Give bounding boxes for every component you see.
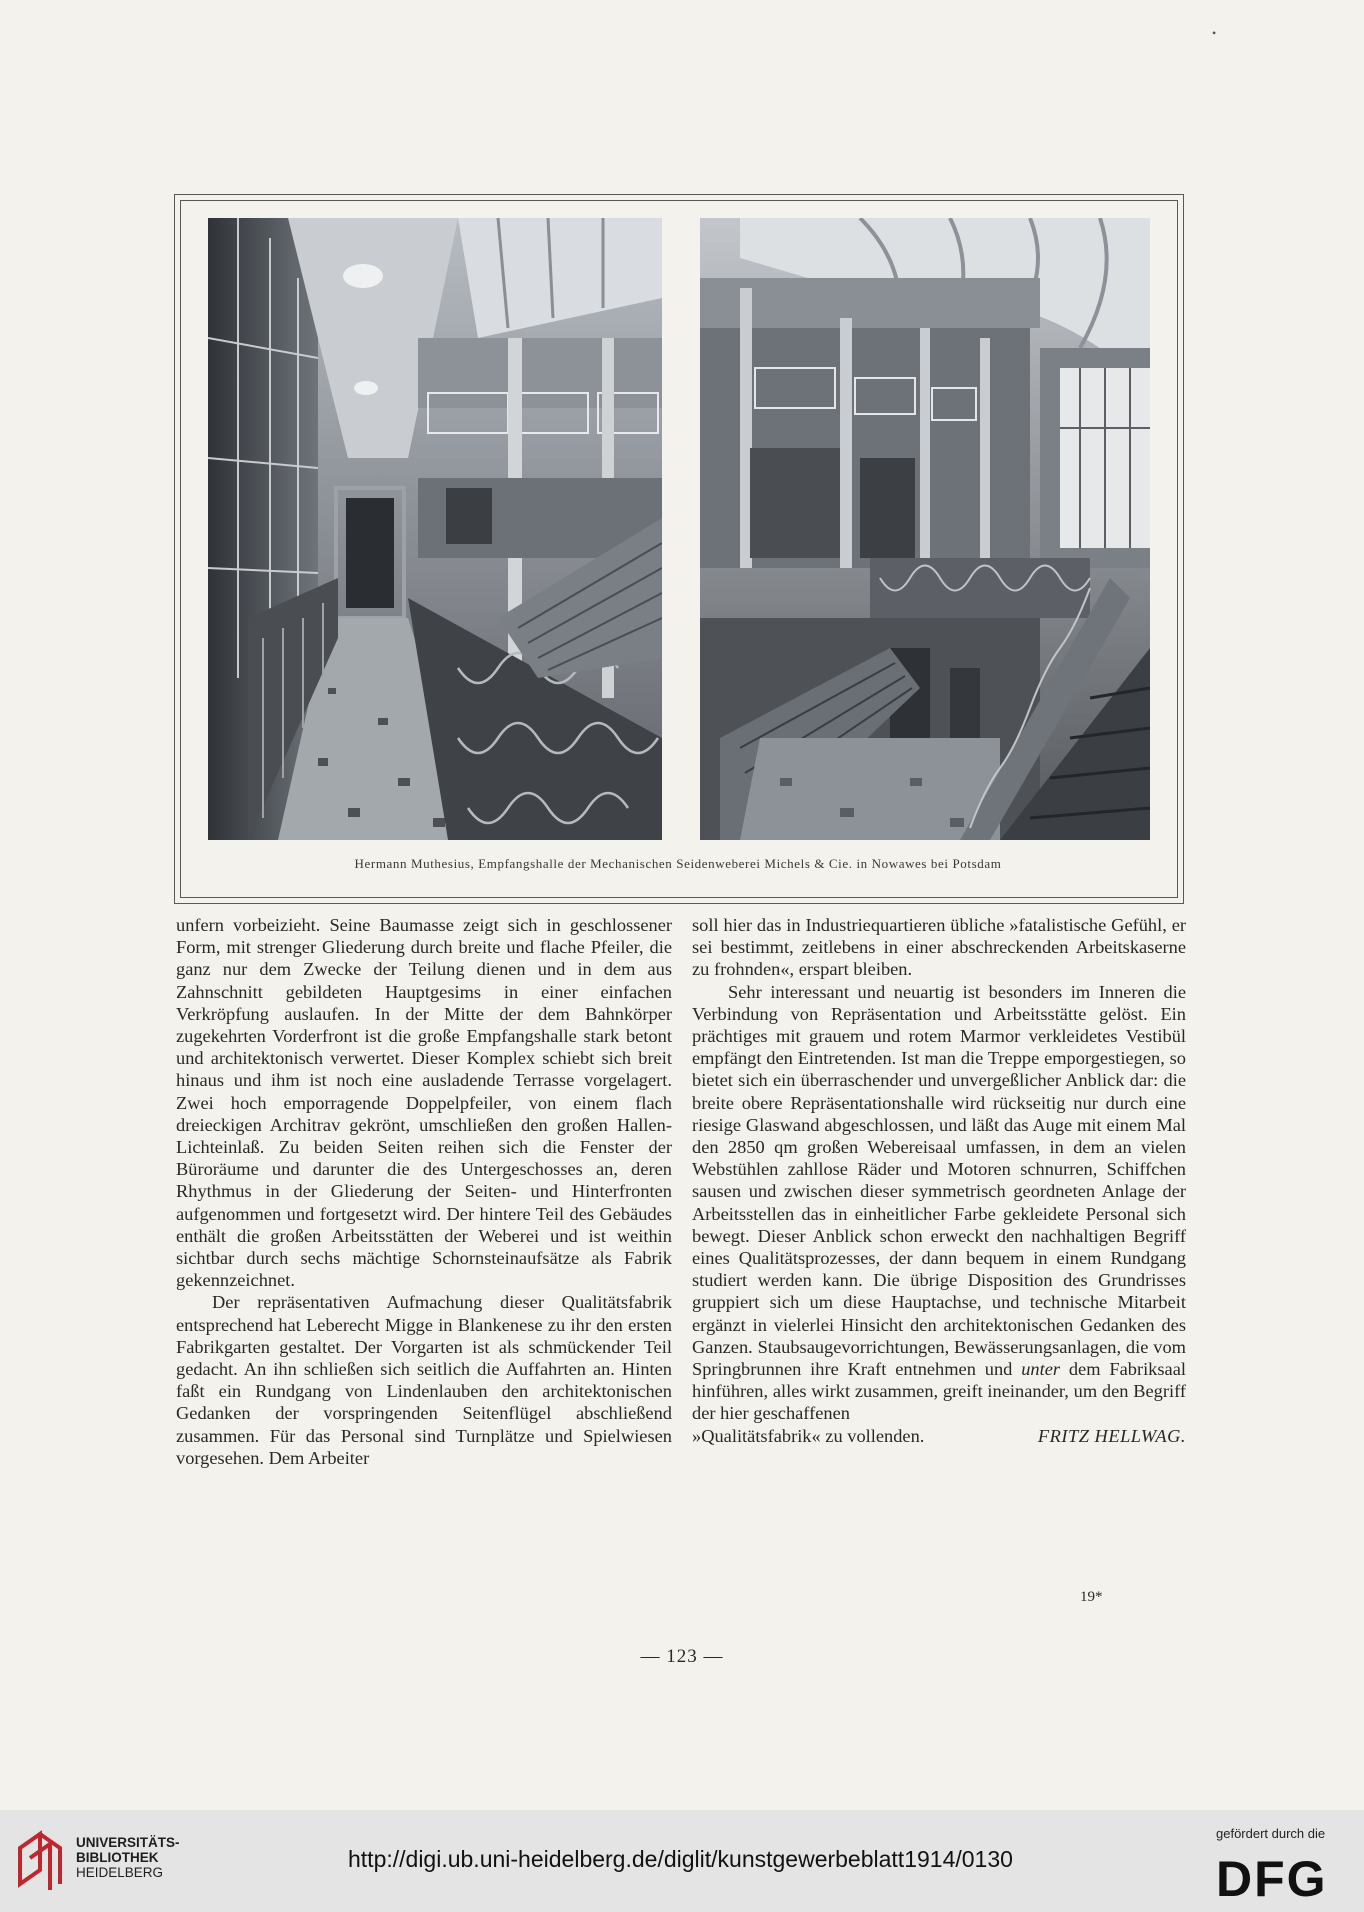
funding-note: gefördert durch die	[1216, 1826, 1326, 1841]
digitization-footer	[0, 1810, 1364, 1912]
paragraph-text: Sehr interessant und neuartig ist besonders im Inneren die Verbindung von Repräsentation und Arbeitsstätte gelöst. Ein prächtiges mit grauem und rotem Marmor verkleidetes Vestibül empfängt den Eintretenden. Ist man die Treppe emporgestiegen, so bietet sich ein überraschender und unvergeßlicher Anblick dar: die breite obere Repräsentationshalle wird rückseitig nur durch eine riesige Glaswand abgeschlossen, und läßt das Auge mit einem Mal den 2850 qm großen Webereisaal umfassen, in dem an vielen Webstühlen zahllose Räder und Motoren schnurren, Schiffchen sausen und zwischen dieser symmetrisch geordneten Anlage der Arbeitsstellen das in einheitlicher Farbe gekleidete Personal sich bewegt. Dieser Anblick schon erweckt den nachhaltigen Begriff eines Qualitätsprozesses, der dann bequem in einem Rundgang studiert werden kann. Die übrige Disposition des Grundrisses gruppiert sich um diese Hauptachse, und technische Mitarbeit ergänzt in vielerlei Hinsicht den architektonischen Gedanken des Ganzen. Staubsaugevorrichtungen, Bewässerungsanlagen, die vom Springbrunnen ihre Kraft entnehmen und	[692, 981, 1186, 1380]
paragraph: Der repräsentativen Aufmachung dieser Qualitätsfabrik entsprechend hat Leberecht Migge in Blankenese zu ihr den ersten Fabrikgarten gestaltet. Der Vorgarten ist als schmückender Teil gedacht. An ihn schließen sich seitlich die Auffahrten an. Hinten faßt ein Rundgang von Lindenlauben den architektonischen Gedanken der vorspringenden Seitenflügel abschließend zusammen. Für das Personal sind Turnplätze und Spielwiesen vorgesehen. Dem Arbeiter	[176, 1292, 672, 1468]
paragraph	[692, 981, 1186, 1425]
page-number: — 123 —	[640, 1646, 724, 1667]
photo-hall-staircase	[700, 218, 1150, 840]
closing-text: »Qualitätsfabrik« zu vollenden.	[692, 1425, 925, 1446]
permalink-url[interactable]: http://digi.ub.uni-heidelberg.de/diglit/kunstgewerbeblatt1914/0130	[348, 1846, 1013, 1872]
closing-line	[692, 1425, 1186, 1447]
italic-word: unter	[1021, 1359, 1061, 1380]
library-logo-icon	[16, 1830, 72, 1896]
paragraph-text: dem Fabriksaal hinführen, alles wirkt zusammen, greift ineinander, um den Begriff der hier geschaffenen	[692, 1359, 1186, 1424]
funder-logo: DFG	[1216, 1851, 1328, 1907]
author-signature: FRITZ HELLWAG.	[1037, 1425, 1186, 1446]
sheet-mark: 19*	[1080, 1589, 1103, 1605]
library-name-line: UNIVERSITÄTS-	[76, 1835, 180, 1850]
library-name	[76, 1835, 180, 1880]
figure-caption: Hermann Muthesius, Empfangshalle der Mechanischen Seidenweberei Michels & Cie. in Nowawes bei Potsdam	[354, 856, 1002, 871]
library-name-line: BIBLIOTHEK	[76, 1850, 159, 1865]
paragraph: soll hier das in Industriequartieren übliche »fatalistische Gefühl, er sei bestimmt, zeitlebens in einer abschreckenden Arbeitskaserne zu frohnden«, erspart bleiben.	[692, 915, 1186, 980]
photo-gallery-corridor	[208, 218, 662, 840]
corner-mark: •	[1212, 26, 1217, 40]
text-column-left	[176, 914, 672, 1469]
library-name-line: HEIDELBERG	[76, 1865, 164, 1880]
text-column-right	[692, 914, 1186, 1447]
paragraph: unfern vorbeizieht. Seine Baumasse zeigt sich in geschlossener Form, mit strenger Gliederung durch breite und flache Pfeiler, die ganz nur dem Zwecke der Teilung dienen und in dem aus Zahnschnitt gebildeten Hauptgesims in einer einfachen Verkröpfung auslaufen. In der Mitte der dem Bahnkörper zugekehrten Vorderfront ist die große Empfangshalle stark betont und architektonisch verwertet. Dieser Komplex schiebt sich breit hinaus und ihm ist noch eine ausladende Terrasse vorgelagert. Zwei hoch emporragende Doppelpfeiler, von einem flach dreieckigen Architrav gekrönt, umschließen den großen Hallen-Lichteinlaß. Zu beiden Seiten reihen sich die Fenster der Büroräume und darunter die des Untergeschosses an, deren Rhythmus in der Gliederung der Seiten- und Hinterfronten aufgenommen und fortgesetzt wird. Der hintere Teil des Gebäudes enthält die großen Arbeitsstätten der Weberei und ist weithin sichtbar durch sechs mächtige Schornsteinaufsätze als Fabrik gekennzeichnet.	[176, 915, 672, 1291]
